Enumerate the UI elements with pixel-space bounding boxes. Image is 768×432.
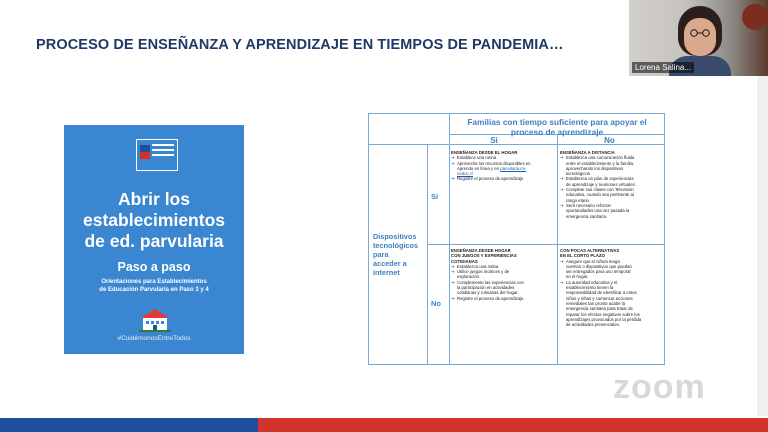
table-header-line: proceso de aprendizaje [510,127,604,137]
card-description [74,278,234,294]
card-heading [64,189,244,252]
list-item: ➜ La autoridad educativa y el establecimiento tienen la responsabilidad de identificar a estos niños y niñas y comenzar acciones remediales tan pronto acabe la emergencia sanitaria para tratar de reparar los efectos negativos sobre los aprendizajes provocados por la pérdida de actividades presenciales. [560,280,662,328]
card-heading-line: Abrir los [118,189,190,209]
table-header-line: Familias con tiempo suficiente para apoyar el [467,117,647,127]
card-description-line: Orientaciones para Establecimientos [101,279,207,285]
list-item: ➜ Utilice juegos motrices y de exploración. [451,269,555,280]
parvularia-link[interactable]: parvularia.mi- [500,165,527,171]
row-label-si: Si [431,192,439,201]
list-item: ➜ Complete sus clases con Televisión educativa, cuando sea pertinente al rango etario. [560,187,662,203]
row-label-no: No [431,299,441,308]
row-header-line: acceder a [373,259,407,268]
list-item: ➜ Establezca una rutina [451,264,555,269]
card-heading-line: establecimientos [83,210,225,230]
list-item: ➜ Complemente las experiencias con la participación en actividades cotidianas y rutinarias del hogar. [451,280,555,296]
strategy-table [368,113,665,365]
card-hashtag: #CuidémonosEntreTodos [117,335,191,342]
cell-home-teaching [451,150,555,182]
cell-title: CON POCAS ALTERNATIVAS EN EL CORTO PLAZO [560,248,620,259]
cell-home-games [451,248,555,301]
list-item: ➜ Establezca un plan de experiencias de aprendizaje y reuniones virtuales. [560,176,662,187]
list-item: ➜ Registre el proceso de aprendizaje. [451,296,555,301]
slide-title: PROCESO DE ENSEÑANZA Y APRENDIZAJE EN TIEMPOS DE PANDEMIA… [36,37,564,53]
list-item: ➜ Establezca una comunicación fluida entre el establecimiento y la familia, aprovechando los dispositivos tecnológicos [560,155,662,176]
row-header-line: para [373,250,389,259]
row-header-line: tecnológicos [373,241,419,250]
zoom-watermark: zoom [613,368,706,406]
cell-distance-teaching [560,150,662,219]
list-item: ➜ Establece una rutina [451,155,555,160]
footer-blue-bar [0,418,258,432]
participant-name: Lorena Salina... [632,62,694,73]
guide-cover-card [64,125,244,354]
cell-title: ENSEÑANZA DESDE EL HOGAR [451,150,518,155]
list-item: ➜ Asegure que el niño/a tenga cuentos o dispositivos que puedan ser entregados para uso temporal en el hogar. [560,259,662,280]
column-header-no: No [604,136,615,145]
card-heading-line: de ed. parvularia [84,231,224,251]
list-item: ➜ Será necesario reforzar oportunidades una vez pasada la emergencia sanitaria. [560,203,662,219]
school-building-icon [137,306,173,334]
row-header-devices [373,232,425,277]
cell-few-alternatives [560,248,662,327]
card-subheading: Paso a paso [117,260,191,274]
footer-red-bar [258,418,768,432]
cell-title: ENSEÑANZA A DISTANCIA [560,150,615,155]
list-item: ➜ Registre el proceso de aprendizaje [451,176,555,181]
cell-title: ENSEÑANZA DESDE HOGAR CON JUEGOS Y EXPERIENCIAS COTIDIANAS [451,248,517,264]
row-header-line: Dispositivos [373,232,417,241]
column-header-si: Si [490,136,498,145]
list-item: ➜ Aprovecha los recursos disponibles en Aprendo en línea y en parvularia.mi- neduc.cl [451,161,555,177]
ministry-logo [136,139,178,171]
row-header-line: internet [373,268,400,277]
parvularia-link[interactable]: neduc.cl [457,171,474,177]
glasses-icon [686,29,714,37]
participant-video-tile[interactable] [629,0,768,76]
card-description-line: de Educación Parvularia en Paso 3 y 4 [99,287,209,293]
table-header-families [451,117,663,137]
wall-art-image [742,4,768,30]
window-edge [757,76,768,416]
